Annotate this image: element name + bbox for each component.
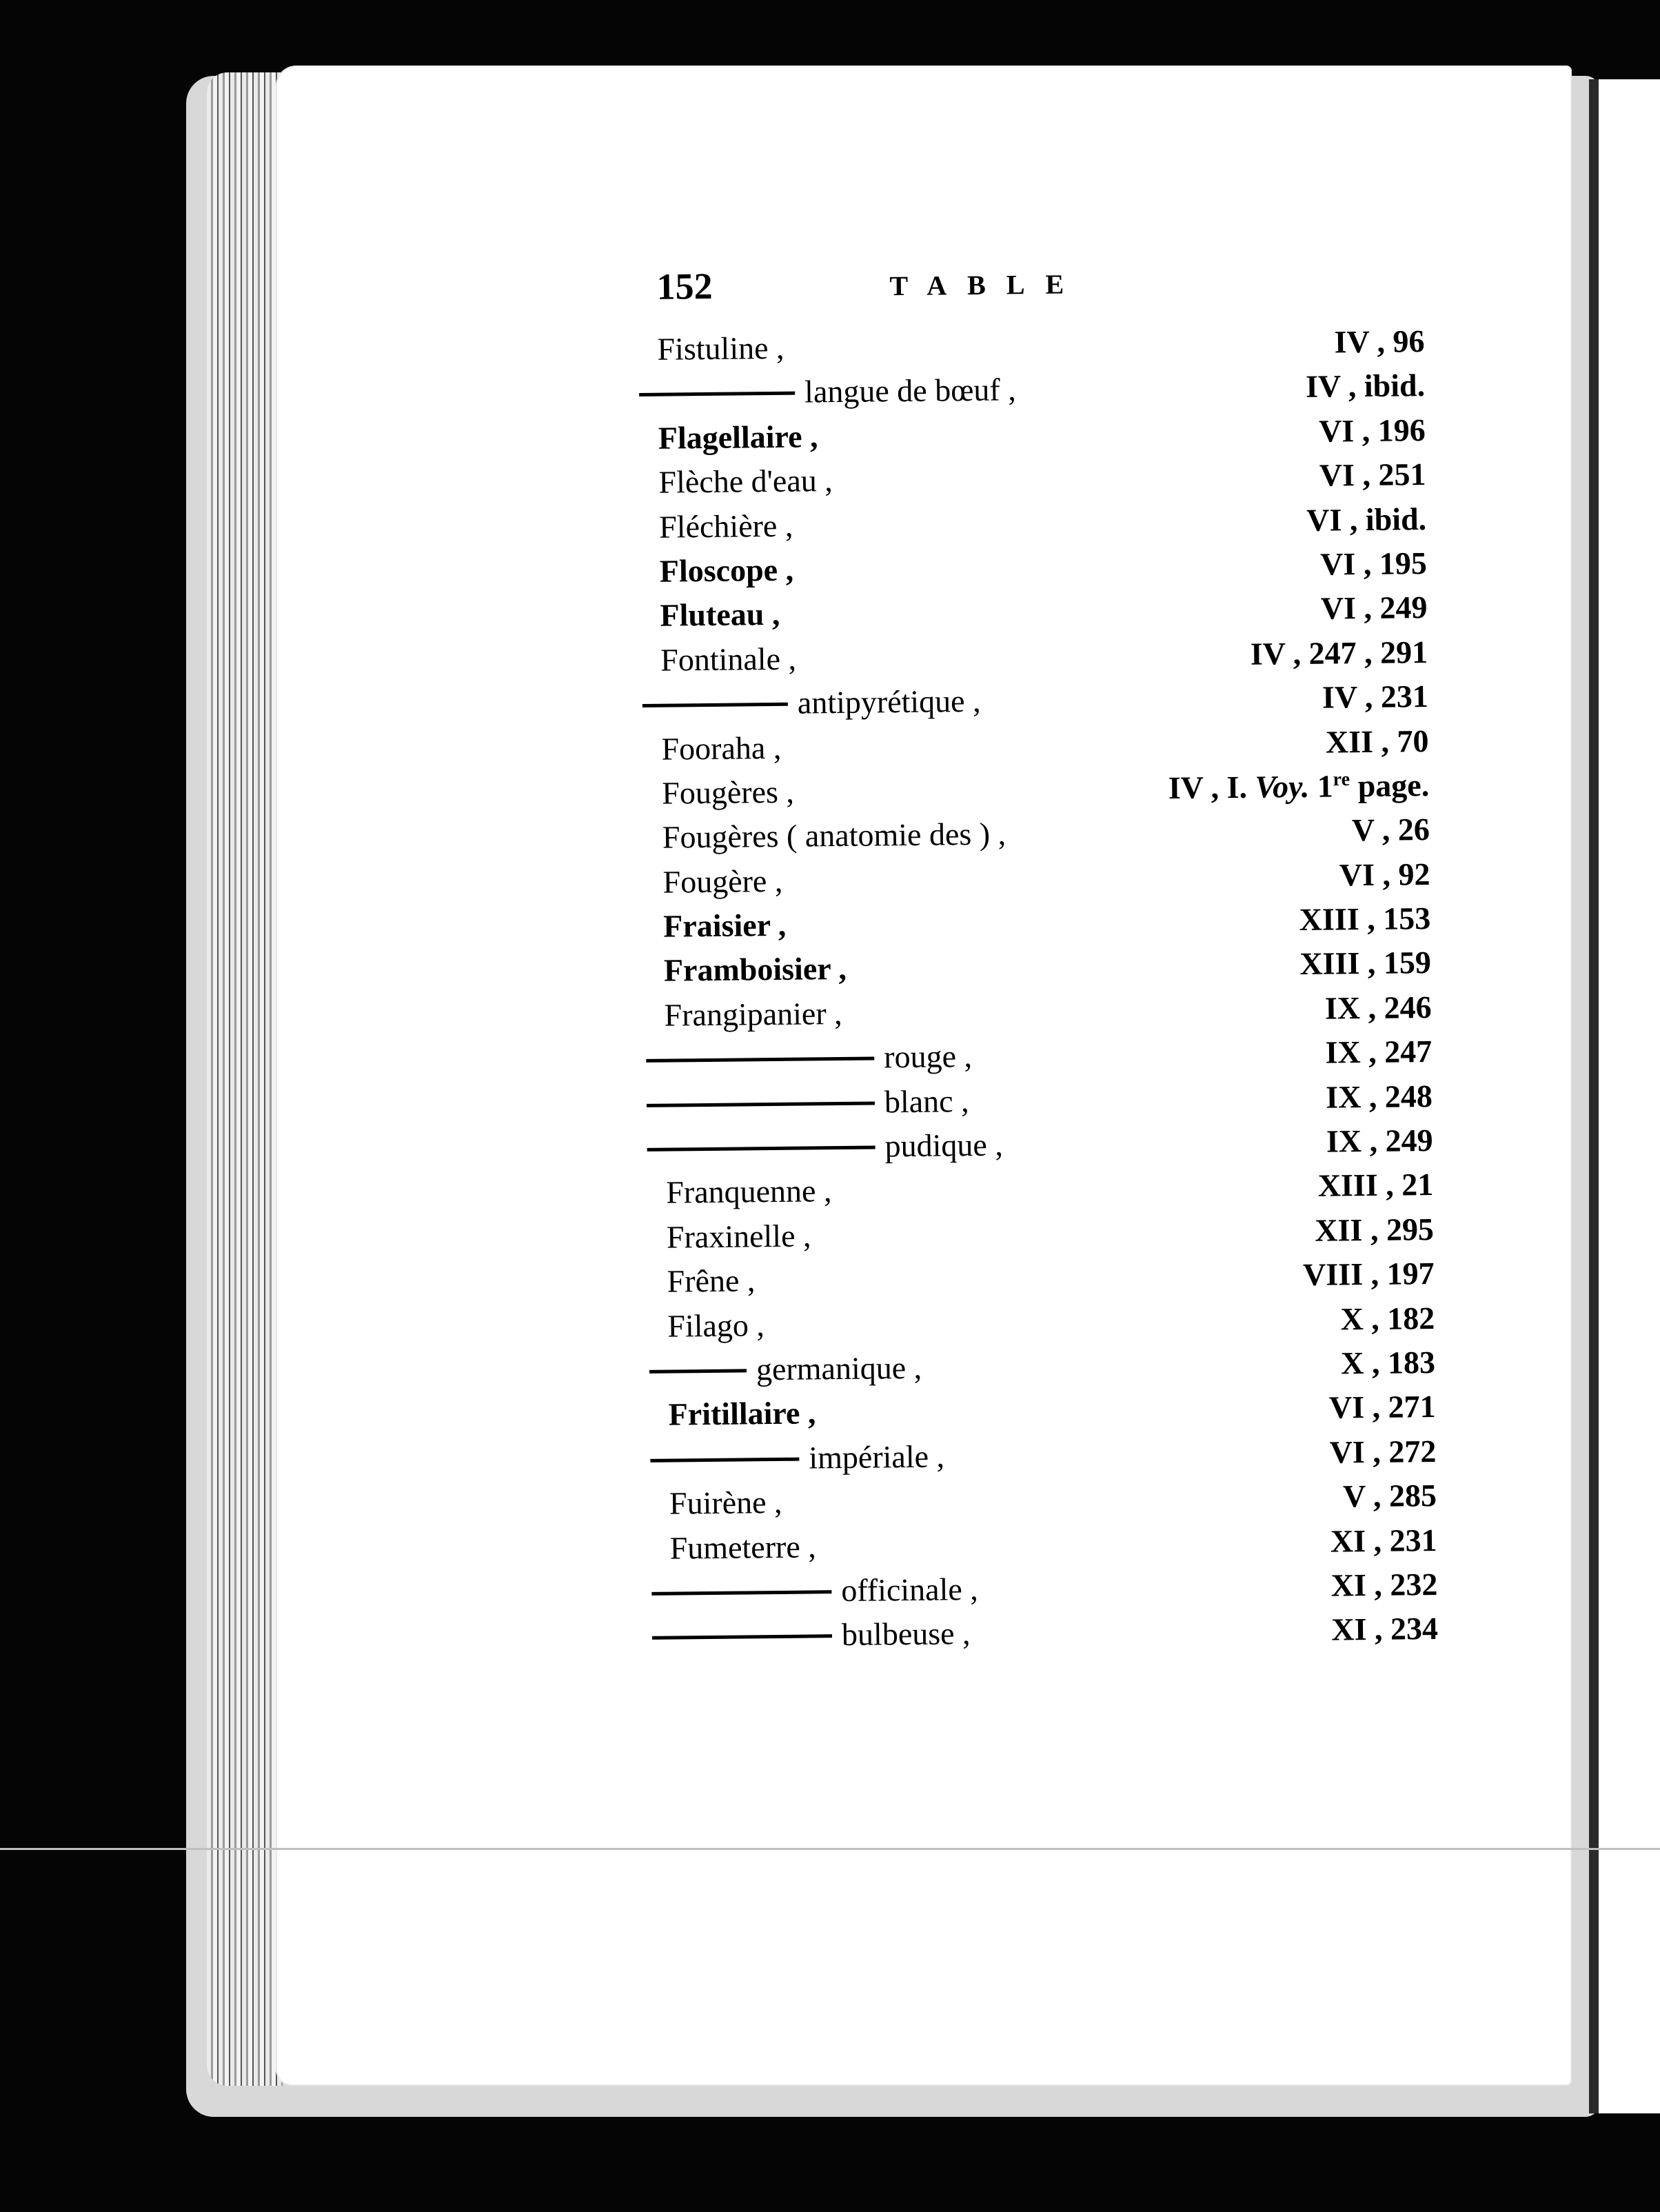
term-text: Flagellaire , [658,419,818,456]
reference-part: IV , I. [1168,769,1255,805]
sub-entry-term [652,1611,971,1659]
entry-term [664,992,842,1038]
term-text: Fumeterre , [669,1528,816,1566]
volume-page-reference: X , 183 [1340,1344,1436,1381]
term-text: Fléchière , [658,507,793,545]
page-edges [207,72,283,2086]
entry-term [666,1169,832,1216]
ditto-dash [651,1590,831,1596]
volume-page-reference: XIII , 159 [1299,945,1432,982]
entry-term [659,503,793,549]
volume-page-reference: VIII , 197 [1302,1256,1435,1293]
volume-page-reference: IX , 248 [1325,1078,1433,1115]
index-entry [648,1251,1435,1304]
volume-page-reference: IV , 231 [1322,678,1429,715]
index-entry [649,1385,1436,1437]
sub-entry-term [646,1034,972,1082]
volume-page-reference: IV , 247 , 291 [1250,634,1428,672]
ditto-dash [649,1369,747,1373]
term-text: pudique , [884,1127,1004,1164]
ditto-dash [647,1145,875,1151]
reference-part: page. [1349,767,1430,804]
term-text: Flèche d'eau , [658,463,833,500]
term-text: Fontinale , [660,641,797,678]
term-text: Fuirène , [669,1485,782,1521]
term-text: bulbeuse , [841,1616,971,1653]
sub-entry-term [651,1567,978,1615]
index-entry [646,1029,1433,1082]
term-text: langue de bœuf , [804,372,1016,410]
term-text: Fougères , [661,774,795,811]
entry-term [662,770,794,816]
index-entry [649,1340,1436,1393]
volume-page-reference: VI , 249 [1320,590,1428,626]
ditto-dash [647,1101,875,1107]
reference-part: Voy. [1255,768,1310,805]
index-entry [648,1207,1435,1260]
index-entries [638,319,1438,1660]
term-text: officinale , [841,1571,979,1608]
page-header [638,243,1424,328]
index-entry [643,763,1430,816]
volume-page-reference: XII , 295 [1315,1211,1435,1248]
term-text: Fraisier , [662,907,787,944]
index-entry [644,852,1430,905]
index-entry [640,408,1426,461]
term-text: Fraxinelle , [666,1218,811,1255]
term-text: Fougère , [662,863,783,900]
term-text: Frêne , [667,1263,756,1299]
entry-term [668,1391,816,1437]
entry-term [658,414,818,460]
index-entry [640,497,1427,550]
term-text: Filago , [667,1307,765,1344]
term-text: germanique , [756,1349,922,1387]
entry-term [662,859,782,905]
volume-page-reference: IV , ibid. [1305,368,1426,405]
volume-page-reference: XII , 70 [1325,723,1429,760]
entry-term [667,1214,811,1259]
index-entry [641,585,1428,638]
entry-term [664,947,847,993]
sub-entry-term [650,1434,944,1481]
entry-term [667,1259,755,1304]
entry-term [667,1303,765,1348]
volume-page-reference: IV , 96 [1334,323,1425,360]
running-title: TABLE [889,268,1085,302]
entry-term [660,636,796,682]
facing-page-edge [1589,79,1660,2113]
ditto-dash [646,1057,874,1063]
volume-page-reference: IX , 246 [1324,989,1432,1026]
entry-term [661,725,781,771]
index-entry [647,1074,1433,1127]
volume-page-reference [1168,763,1429,810]
index-entry [651,1562,1438,1615]
term-text: Fougères ( anatomie des ) , [662,816,1006,855]
volume-page-reference: XI , 231 [1330,1522,1437,1559]
volume-page-reference: V , 285 [1342,1478,1437,1514]
sub-entry-term [639,368,1016,416]
entry-term [669,1480,782,1526]
ditto-dash [650,1457,799,1462]
index-entry [638,319,1425,372]
index-table [638,243,1438,1660]
sub-entry-term [642,679,981,727]
term-text: Framboisier , [663,951,847,989]
index-entry [642,630,1428,683]
index-entry [651,1474,1437,1526]
index-entry [641,541,1428,594]
entry-term [658,459,833,505]
reference-part: re [1333,768,1350,791]
term-text: antipyrétique , [797,683,981,721]
volume-page-reference: VI , 196 [1318,412,1426,449]
term-text: Fluteau , [660,596,780,634]
term-text: Fooraha , [661,730,782,767]
volume-page-reference: VI , 271 [1328,1389,1436,1425]
entry-term [669,1525,816,1570]
index-entry [651,1518,1437,1571]
ditto-dash [652,1634,832,1640]
sub-entry-term [647,1079,969,1127]
index-entry [650,1429,1437,1482]
term-text: Frangipanier , [664,995,842,1033]
index-entry [639,363,1426,416]
volume-page-reference: IX , 247 [1325,1034,1433,1070]
reference-part: 1 [1309,768,1334,804]
term-text: Fritillaire , [668,1395,816,1432]
term-text: Floscope , [659,552,794,589]
index-entry [652,1607,1439,1659]
volume-page-reference: X , 182 [1340,1300,1435,1337]
index-entry [645,985,1432,1038]
volume-page-reference: XI , 234 [1331,1611,1439,1647]
page-number: 152 [656,265,713,308]
index-entry [642,719,1429,772]
index-entry [640,452,1426,505]
entry-term [660,592,780,638]
index-entry [647,1163,1434,1215]
volume-page-reference: VI , 272 [1329,1433,1437,1470]
index-entry [644,807,1430,860]
volume-page-reference: VI , 251 [1319,456,1426,493]
index-entry [647,1118,1433,1171]
term-text: blanc , [884,1083,969,1119]
term-text: Fistuline , [657,330,785,367]
index-entry [645,941,1432,993]
volume-page-reference: VI , 92 [1339,856,1430,893]
ditto-dash [642,703,788,707]
volume-page-reference: XI , 232 [1330,1566,1438,1603]
volume-page-reference: XIII , 21 [1317,1167,1434,1204]
volume-page-reference: IX , 249 [1326,1123,1433,1159]
volume-page-reference: VI , 195 [1319,545,1428,582]
index-entry [645,896,1431,949]
index-entry [649,1296,1435,1349]
volume-page-reference: V , 26 [1351,812,1430,848]
term-text: Franquenne , [666,1173,832,1211]
entry-term [657,326,785,372]
entry-term [662,812,1006,860]
sub-entry-term [647,1123,1003,1171]
scan-artifact-line [0,1848,1660,1850]
term-text: rouge , [883,1038,973,1075]
volume-page-reference: VI , ibid. [1306,501,1427,538]
ditto-dash [639,392,795,396]
term-text: impériale , [809,1438,945,1476]
entry-term [660,548,794,594]
volume-page-reference: XIII , 153 [1299,901,1431,938]
entry-term [663,903,787,949]
sub-entry-term [649,1346,922,1393]
index-entry [642,674,1429,727]
